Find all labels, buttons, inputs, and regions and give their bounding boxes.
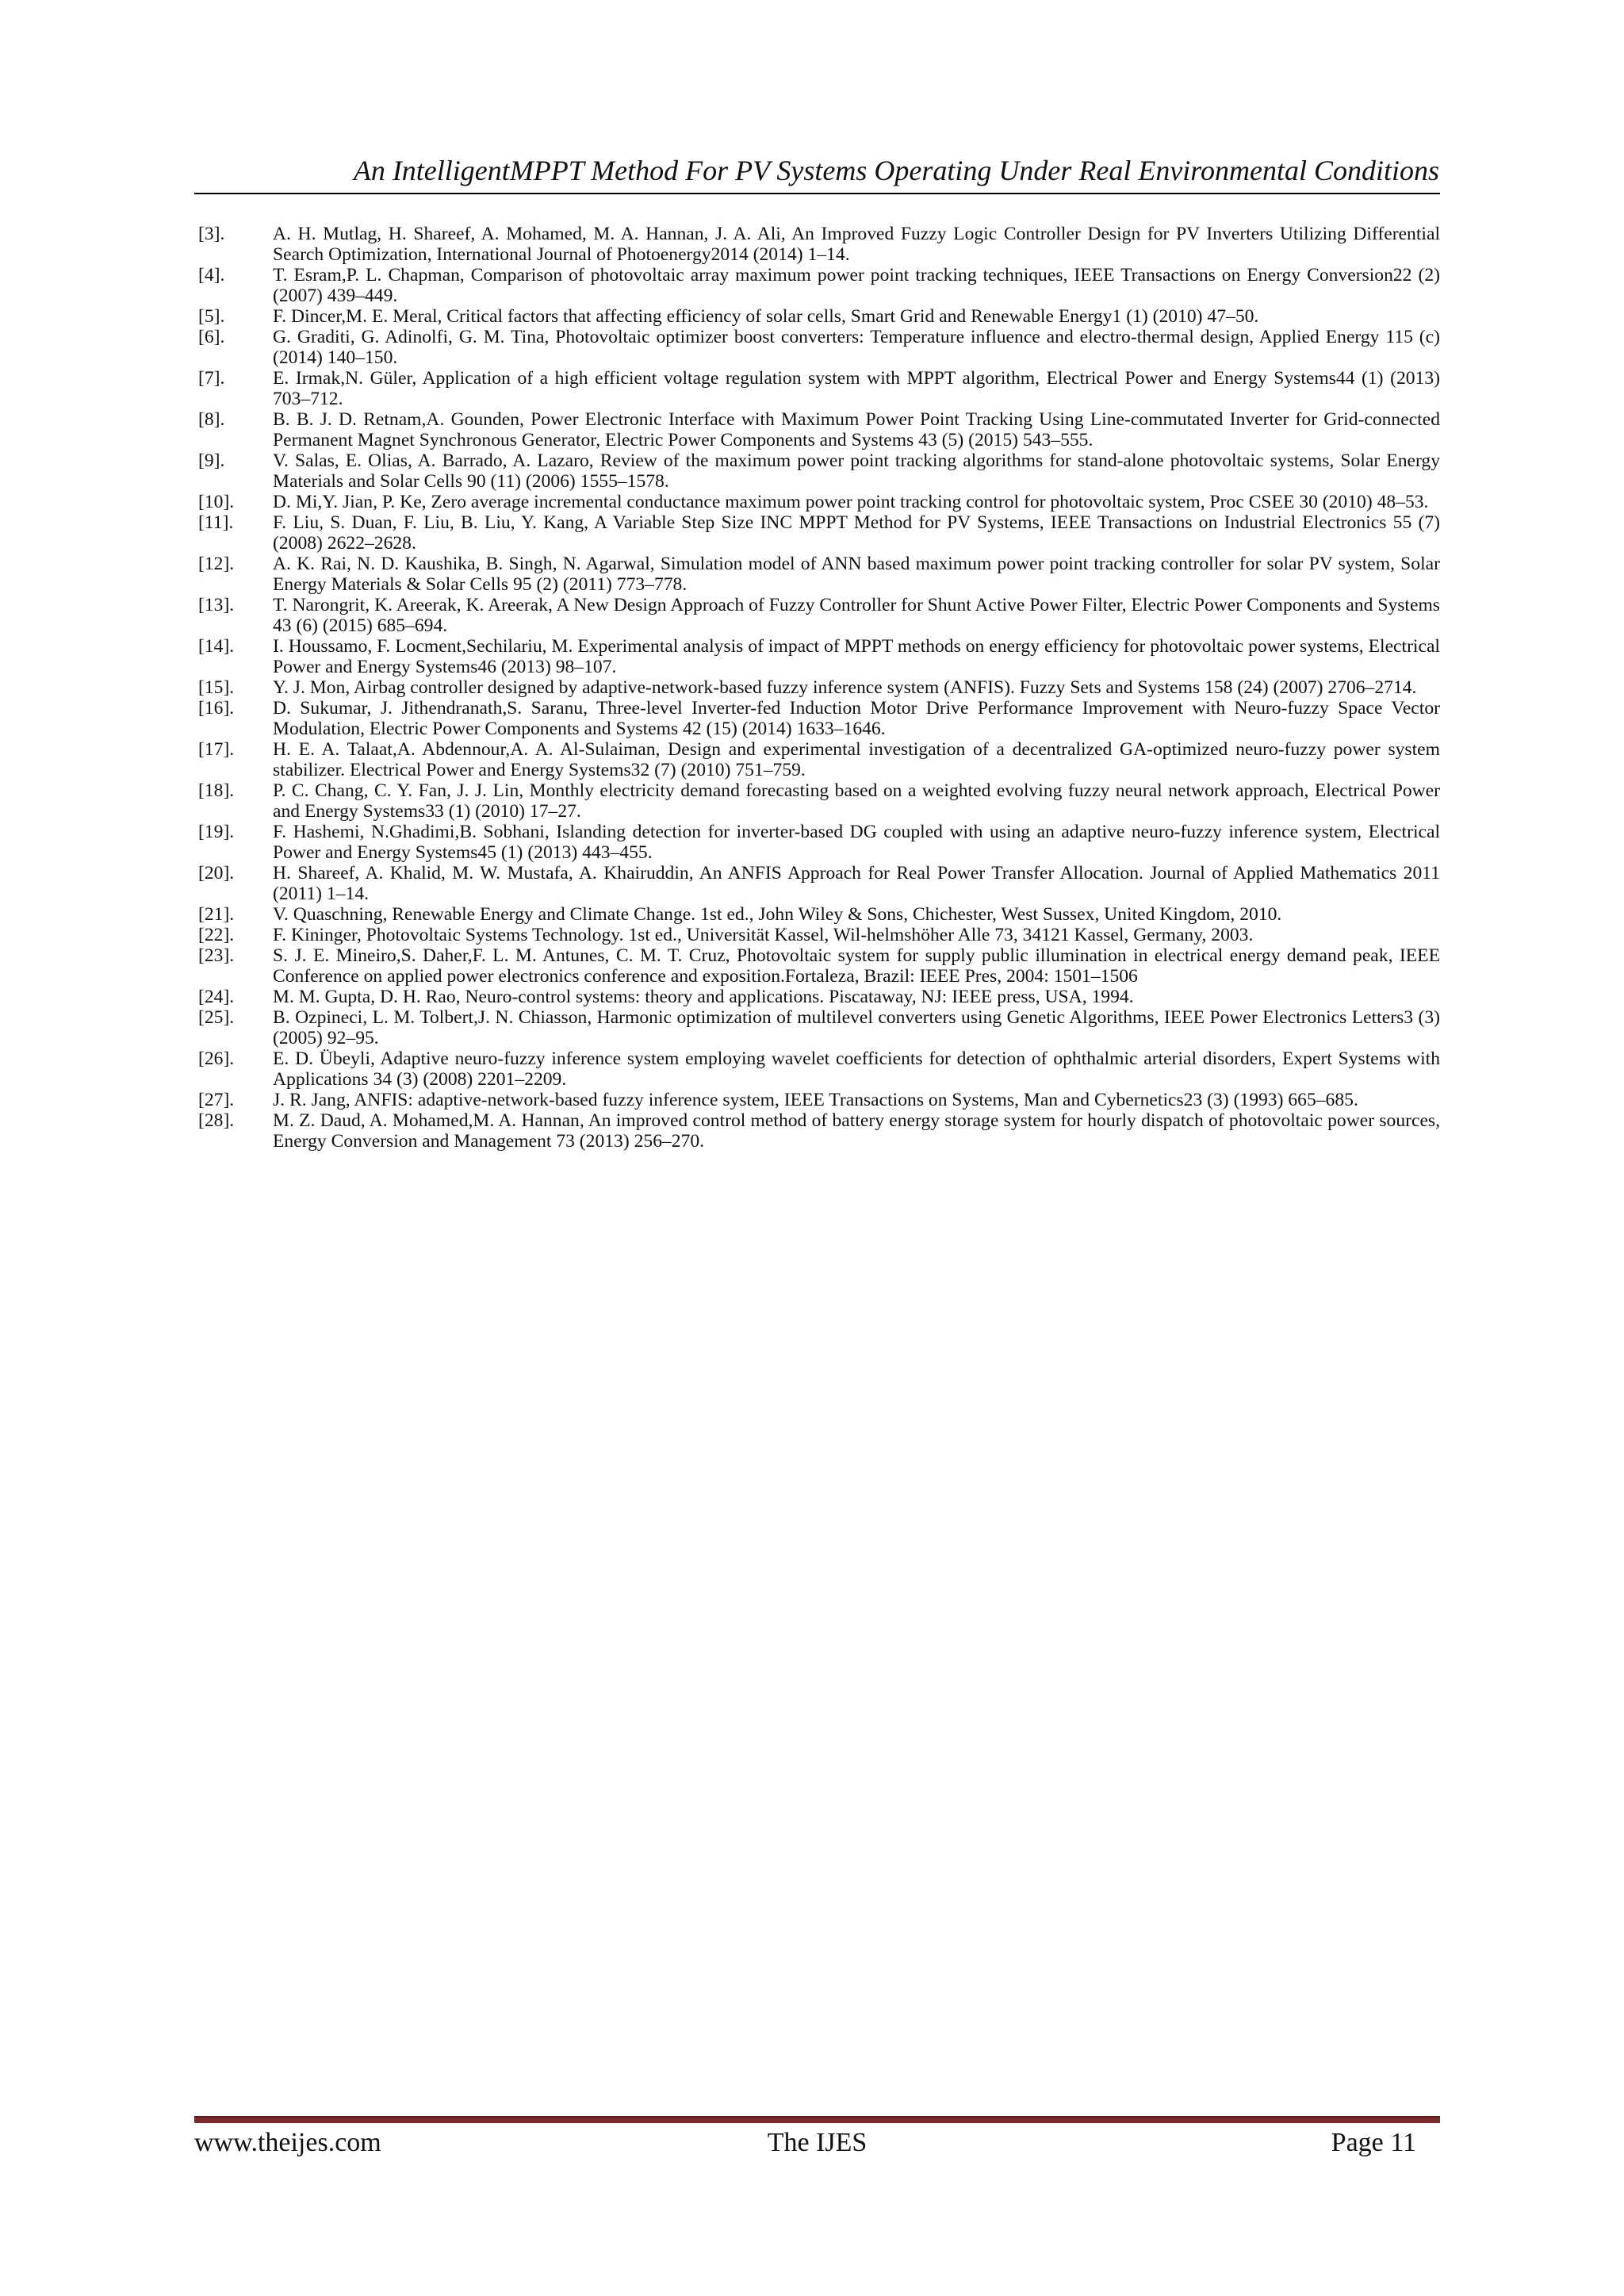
reference-number: [27].: [198, 1090, 235, 1110]
reference-item: [198, 822, 1440, 863]
reference-number: [28].: [198, 1110, 235, 1131]
reference-number: [3].: [198, 224, 225, 244]
reference-item: [198, 925, 1440, 945]
reference-item: [198, 904, 1440, 925]
reference-number: [15].: [198, 677, 235, 698]
running-header-title: An IntelligentMPPT Method For PV Systems Operating Under Real Environmental Conditions: [353, 155, 1439, 186]
reference-item: [198, 780, 1440, 822]
reference-text: D. Sukumar, J. Jithendranath,S. Saranu, Three-level Inverter-fed Induction Motor Drive Performance Improvement with Neuro-fuzzy Space Vector Modulation, Electric Power Components and Systems 42 (15) (2014) 1633–1646.: [273, 698, 1440, 739]
reference-text: F. Hashemi, N.Ghadimi,B. Sobhani, Islanding detection for inverter-based DG coupled with using an adaptive neuro-fuzzy inference system, Electrical Power and Energy Systems45 (1) (2013) 443–455.: [273, 822, 1440, 863]
reference-text: P. C. Chang, C. Y. Fan, J. J. Lin, Monthly electricity demand forecasting based on a weighted evolving fuzzy neural network approach, Electrical Power and Energy Systems33 (1) (2010) 17–27.: [273, 780, 1440, 822]
reference-item: [198, 265, 1440, 306]
reference-number: [11].: [198, 512, 234, 533]
reference-number: [10].: [198, 492, 235, 512]
reference-number: [26].: [198, 1048, 235, 1069]
reference-text: M. Z. Daud, A. Mohamed,M. A. Hannan, An improved control method of battery energy storage system for hourly dispatch of photovoltaic power sources, Energy Conversion and Management 73 (2013) 256–270.: [273, 1110, 1440, 1152]
reference-number: [24].: [198, 987, 235, 1007]
page-footer: [194, 2127, 1440, 2159]
reference-item: [198, 1110, 1440, 1152]
reference-item: [198, 945, 1440, 987]
reference-number: [13].: [198, 595, 235, 615]
reference-text: E. D. Übeyli, Adaptive neuro-fuzzy inference system employing wavelet coefficients for detection of ophthalmic arterial disorders, Expert Systems with Applications 34 (3) (2008) 2201–2209.: [273, 1048, 1440, 1090]
reference-text: F. Kininger, Photovoltaic Systems Technology. 1st ed., Universität Kassel, Wil-helmshöher Alle 73, 34121 Kassel, Germany, 2003.: [273, 925, 1254, 945]
reference-item: [198, 987, 1440, 1007]
reference-item: [198, 595, 1440, 636]
reference-item: [198, 327, 1440, 368]
reference-number: [7].: [198, 368, 225, 389]
footer-page-number: Page 11: [1331, 2128, 1416, 2157]
reference-text: V. Salas, E. Olias, A. Barrado, A. Lazaro, Review of the maximum power point tracking algorithms for stand-alone photovoltaic systems, Solar Energy Materials and Solar Cells 90 (11) (2006) 1555–1578.: [273, 450, 1440, 492]
reference-number: [9].: [198, 450, 225, 471]
reference-text: D. Mi,Y. Jian, P. Ke, Zero average incremental conductance maximum power point tracking control for photovoltaic system, Proc CSEE 30 (2010) 48–53.: [273, 492, 1429, 512]
reference-item: [198, 1090, 1440, 1110]
reference-item: [198, 409, 1440, 450]
reference-text: H. E. A. Talaat,A. Abdennour,A. A. Al-Sulaiman, Design and experimental investigation of a decentralized GA-optimized neuro-fuzzy power system stabilizer. Electrical Power and Energy Systems32 (7) (2010) 751–759.: [273, 739, 1440, 780]
footer-journal-name: The IJES: [767, 2128, 868, 2157]
reference-text: B. B. J. D. Retnam,A. Gounden, Power Electronic Interface with Maximum Power Point Tracking Using Line-commutated Inverter for Grid-connected Permanent Magnet Synchronous Generator, Electric Power Components and Systems 43 (5) (2015) 543–555.: [273, 409, 1440, 450]
reference-text: T. Esram,P. L. Chapman, Comparison of photovoltaic array maximum power point tracking techniques, IEEE Transactions on Energy Conversion22 (2) (2007) 439–449.: [273, 265, 1440, 306]
reference-number: [14].: [198, 636, 235, 657]
reference-item: [198, 512, 1440, 554]
reference-item: [198, 863, 1440, 904]
reference-text: J. R. Jang, ANFIS: adaptive-network-based fuzzy inference system, IEEE Transactions on Systems, Man and Cybernetics23 (3) (1993) 665–685.: [273, 1090, 1358, 1110]
reference-item: [198, 492, 1440, 512]
reference-item: [198, 677, 1440, 698]
reference-number: [12].: [198, 554, 235, 574]
reference-text: A. K. Rai, N. D. Kaushika, B. Singh, N. Agarwal, Simulation model of ANN based maximum power point tracking controller for solar PV system, Solar Energy Materials & Solar Cells 95 (2) (2011) 773–778.: [273, 554, 1440, 595]
footer-website: www.theijes.com: [194, 2128, 381, 2157]
reference-item: [198, 1048, 1440, 1090]
reference-number: [16].: [198, 698, 235, 719]
reference-text: Y. J. Mon, Airbag controller designed by adaptive-network-based fuzzy inference system (ANFIS). Fuzzy Sets and Systems 158 (24) (2007) 2706–2714.: [273, 677, 1417, 698]
reference-list: [198, 224, 1440, 1152]
reference-text: F. Liu, S. Duan, F. Liu, B. Liu, Y. Kang, A Variable Step Size INC MPPT Method for PV Systems, IEEE Transactions on Industrial Electronics 55 (7) (2008) 2622–2628.: [273, 512, 1440, 554]
reference-number: [19].: [198, 822, 235, 842]
reference-item: [198, 698, 1440, 739]
reference-number: [23].: [198, 945, 235, 966]
reference-text: S. J. E. Mineiro,S. Daher,F. L. M. Antunes, C. M. T. Cruz, Photovoltaic system for supply public illumination in electrical energy demand peak, IEEE Conference on applied power electronics conference and exposition.Fortaleza, Brazil: IEEE Pres, 2004: 1501–1506: [273, 945, 1440, 987]
header-rule: [194, 193, 1440, 194]
reference-text: V. Quaschning, Renewable Energy and Climate Change. 1st ed., John Wiley & Sons, Chichester, West Sussex, United Kingdom, 2010.: [273, 904, 1282, 925]
reference-item: [198, 450, 1440, 492]
reference-number: [18].: [198, 780, 235, 801]
reference-text: H. Shareef, A. Khalid, M. W. Mustafa, A. Khairuddin, An ANFIS Approach for Real Power Transfer Allocation. Journal of Applied Mathematics 2011 (2011) 1–14.: [273, 863, 1440, 904]
reference-item: [198, 739, 1440, 780]
reference-number: [4].: [198, 265, 225, 286]
reference-text: M. M. Gupta, D. H. Rao, Neuro-control systems: theory and applications. Piscataway, NJ: IEEE press, USA, 1994.: [273, 987, 1134, 1007]
reference-item: [198, 224, 1440, 265]
reference-text: E. Irmak,N. Güler, Application of a high efficient voltage regulation system with MPPT algorithm, Electrical Power and Energy Systems44 (1) (2013) 703–712.: [273, 368, 1440, 409]
reference-item: [198, 1007, 1440, 1048]
reference-item: [198, 306, 1440, 327]
reference-number: [25].: [198, 1007, 235, 1028]
reference-text: I. Houssamo, F. Locment,Sechilariu, M. Experimental analysis of impact of MPPT methods on energy efficiency for photovoltaic power systems, Electrical Power and Energy Systems46 (2013) 98–107.: [273, 636, 1440, 677]
reference-item: [198, 368, 1440, 409]
reference-number: [6].: [198, 327, 225, 347]
reference-number: [8].: [198, 409, 225, 430]
reference-item: [198, 636, 1440, 677]
reference-text: A. H. Mutlag, H. Shareef, A. Mohamed, M. A. Hannan, J. A. Ali, An Improved Fuzzy Logic Controller Design for PV Inverters Utilizing Differential Search Optimization, International Journal of Photoenergy2014 (2014) 1–14.: [273, 224, 1440, 265]
reference-text: T. Narongrit, K. Areerak, K. Areerak, A New Design Approach of Fuzzy Controller for Shunt Active Power Filter, Electric Power Components and Systems 43 (6) (2015) 685–694.: [273, 595, 1440, 636]
reference-number: [22].: [198, 925, 235, 945]
footer-bar: [194, 2116, 1440, 2123]
reference-number: [21].: [198, 904, 235, 925]
reference-item: [198, 554, 1440, 595]
reference-text: F. Dincer,M. E. Meral, Critical factors that affecting efficiency of solar cells, Smart Grid and Renewable Energy1 (1) (2010) 47–50.: [273, 306, 1259, 327]
reference-number: [5].: [198, 306, 225, 327]
reference-number: [17].: [198, 739, 235, 760]
reference-text: G. Graditi, G. Adinolfi, G. M. Tina, Photovoltaic optimizer boost converters: Temperature influence and electro-thermal design, Applied Energy 115 (c) (2014) 140–150.: [273, 327, 1440, 368]
reference-text: B. Ozpineci, L. M. Tolbert,J. N. Chiasson, Harmonic optimization of multilevel converters using Genetic Algorithms, IEEE Power Electronics Letters3 (3) (2005) 92–95.: [273, 1007, 1440, 1048]
reference-number: [20].: [198, 863, 235, 884]
